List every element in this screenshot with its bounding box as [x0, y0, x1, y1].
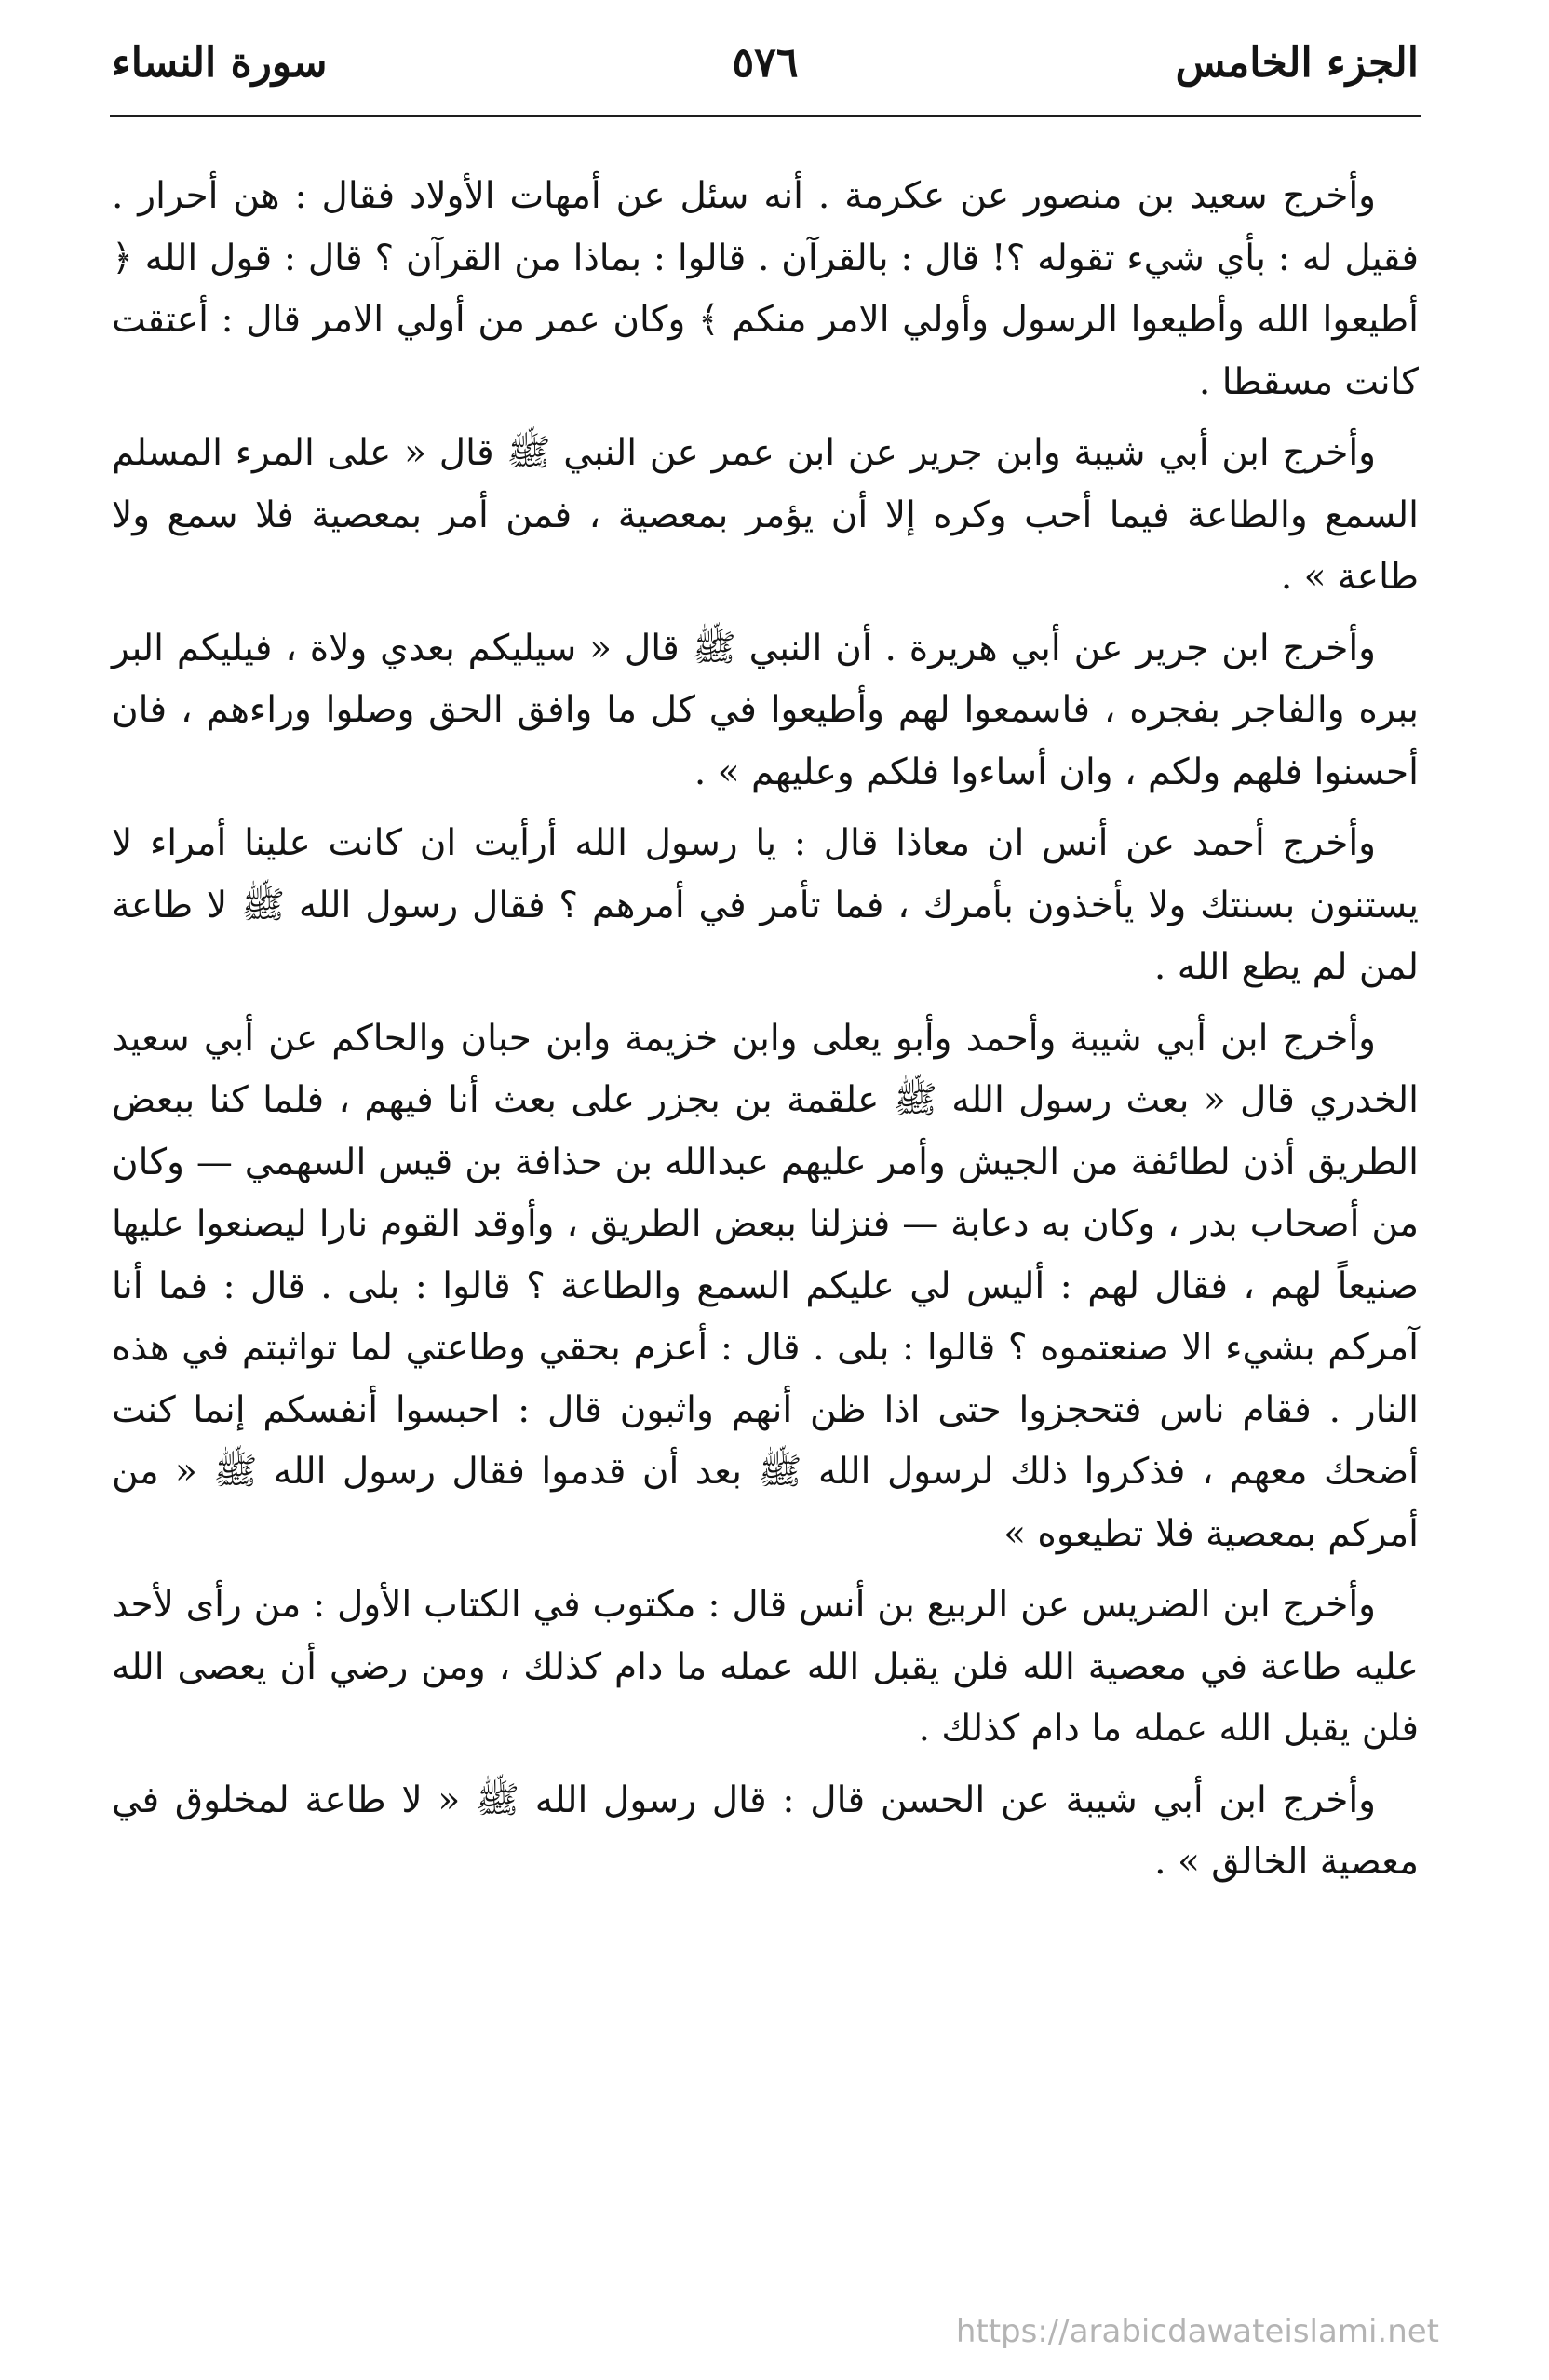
- paragraph: وأخرج سعيد بن منصور عن عكرمة . أنه سئل عن أمهات الأولاد فقال : هن أحرار . فقيل له : بأي شيء تقوله ؟! قال : بالقرآن . قالوا : بماذا من القرآن ؟ قال : قول الله ﴿ أطيعوا الله وأطيعوا الرسول وأولي الامر منكم ﴾ وكان عمر من أولي الامر قال : أعتقت كانت مسقطا .: [112, 175, 1419, 403]
- header-divider: [110, 115, 1421, 117]
- juz-label: الجزء الخامس: [1175, 39, 1419, 87]
- paragraph: وأخرج ابن أبي شيبة وأحمد وأبو يعلى وابن خزيمة وابن حبان والحاكم عن أبي سعيد الخدري قال « بعث رسول الله ﷺ علقمة بن بجزر على بعث أنا فيهم ، فلما كنا ببعض الطريق أذن لطائفة من الجيش وأمر عليهم عبدالله بن حذافة بن قيس السهمي — وكان من أصحاب بدر ، وكان به دعابة — فنزلنا ببعض الطريق ، وأوقد القوم نارا ليصنعوا عليها صنيعاً لهم ، فقال لهم : أليس لي عليكم السمع والطاعة ؟ قالوا : بلى . قال : فما أنا آمركم بشيء الا صنعتموه ؟ قالوا : بلى . قال : أعزم بحقي وطاعتي لما تواثبتم في هذه النار . فقام ناس فتحجزوا حتى اذا ظن أنهم واثبون قال : احبسوا أنفسكم إنما كنت أضحك معهم ، فذكروا ذلك لرسول الله ﷺ بعد أن قدموا فقال رسول الله ﷺ « من أمركم بمعصية فلا تطيعوه »: [112, 1017, 1419, 1555]
- paragraph: وأخرج أحمد عن أنس ان معاذا قال : يا رسول الله أرأيت ان كانت علينا أمراء لا يستنون بسنتك ولا يأخذون بأمرك ، فما تأمر في أمرهم ؟ فقال رسول الله ﷺ لا طاعة لمن لم يطع الله .: [112, 822, 1419, 988]
- watermark-url: https://arabicdawateislami.net: [955, 2313, 1439, 2350]
- page-body: [112, 166, 1419, 1903]
- paragraph: وأخرج ابن جرير عن أبي هريرة . أن النبي ﷺ قال « سيليكم بعدي ولاة ، فيليكم البر ببره والفاجر بفجره ، فاسمعوا لهم وأطيعوا في كل ما وافق الحق وصلوا وراءهم ، فان أحسنوا فلهم ولكم ، وان أساءوا فلكم وعليهم » .: [112, 627, 1419, 793]
- surah-label: سورة النساء: [112, 39, 328, 87]
- paragraph: وأخرج ابن الضريس عن الربيع بن أنس قال : مكتوب في الكتاب الأول : من رأى لأحد عليه طاعة في معصية الله فلن يقبل الله عمله ما دام كذلك ، ومن رضي أن يعصى الله فلن يقبل الله عمله ما دام كذلك .: [112, 1584, 1419, 1750]
- paragraph: وأخرج ابن أبي شيبة عن الحسن قال : قال رسول الله ﷺ « لا طاعة لمخلوق في معصية الخالق » .: [112, 1778, 1419, 1883]
- page-number: ٥٧٦: [732, 39, 799, 87]
- paragraph: وأخرج ابن أبي شيبة وابن جرير عن ابن عمر عن النبي ﷺ قال « على المرء المسلم السمع والطاعة فيما أحب وكره إلا أن يؤمر بمعصية ، فمن أمر بمعصية فلا سمع ولا طاعة » .: [112, 432, 1419, 598]
- page-header: [112, 32, 1419, 106]
